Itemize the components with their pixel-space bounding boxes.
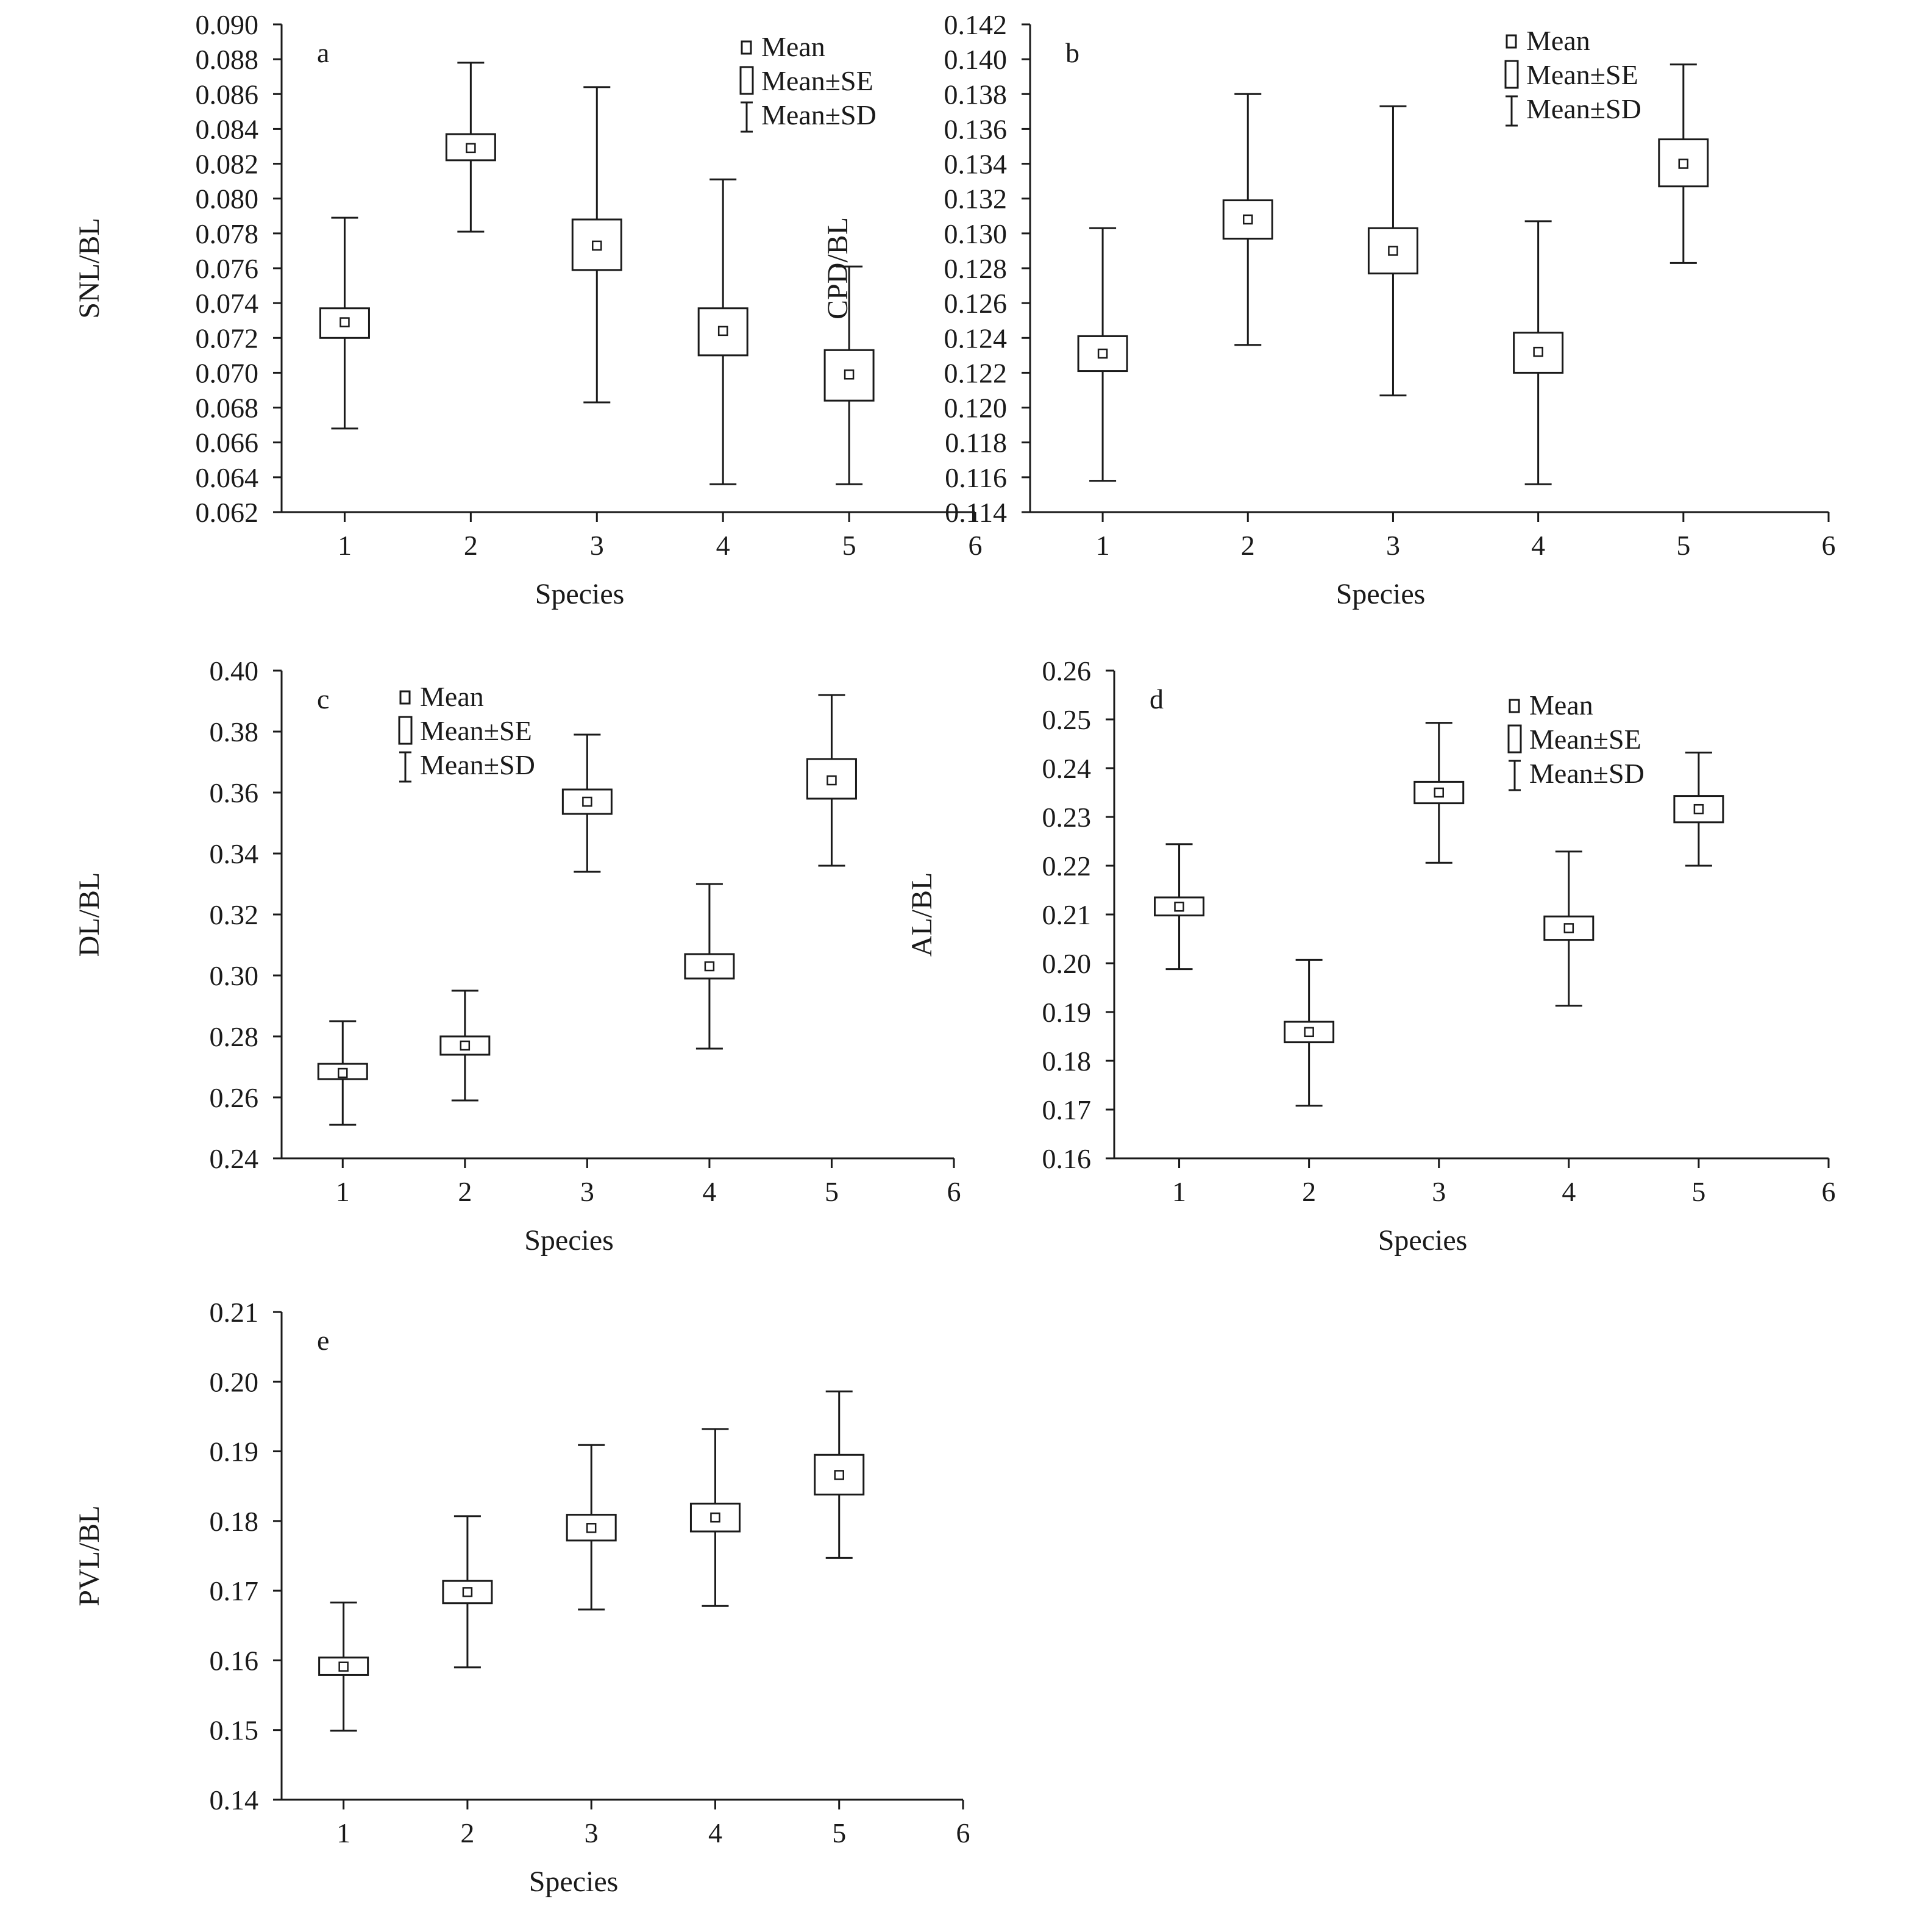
panel-c bbox=[73, 655, 961, 1257]
legend-label: Mean±SD bbox=[1526, 93, 1641, 124]
mean-marker bbox=[827, 776, 836, 785]
y-tick-label: 0.24 bbox=[209, 1143, 258, 1174]
y-tick-label: 0.30 bbox=[209, 960, 258, 991]
y-tick-label: 0.120 bbox=[944, 392, 1007, 424]
y-axis-title: CPD/BL bbox=[822, 216, 854, 320]
x-axis-title: Species bbox=[535, 578, 625, 610]
y-tick-label: 0.16 bbox=[1042, 1143, 1091, 1174]
y-tick-label: 0.068 bbox=[195, 392, 258, 424]
y-tick-label: 0.088 bbox=[195, 44, 258, 76]
species-1-box bbox=[1155, 844, 1204, 969]
legend-label: Mean bbox=[1529, 690, 1593, 721]
y-tick-label: 0.15 bbox=[209, 1714, 258, 1746]
y-tick-label: 0.20 bbox=[1042, 948, 1091, 979]
legend-label: Mean bbox=[420, 681, 484, 712]
x-axis-title: Species bbox=[528, 1866, 619, 1898]
x-tick-label: 1 bbox=[336, 1817, 351, 1848]
mean-marker bbox=[463, 1588, 472, 1596]
x-axis-title: Species bbox=[1335, 578, 1426, 610]
y-tick-label: 0.142 bbox=[944, 9, 1007, 40]
species-3-box bbox=[572, 87, 621, 402]
mean-marker bbox=[1388, 246, 1397, 255]
y-tick-label: 0.134 bbox=[944, 148, 1007, 180]
y-tick-label: 0.136 bbox=[944, 113, 1007, 145]
y-axis-title: AL/BL bbox=[906, 872, 938, 957]
x-tick-label: 4 bbox=[1562, 1176, 1576, 1207]
x-tick-label: 2 bbox=[460, 1817, 475, 1848]
mean-marker bbox=[587, 1524, 596, 1532]
y-tick-label: 0.090 bbox=[195, 9, 258, 40]
species-3-box bbox=[1368, 106, 1417, 395]
x-tick-label: 6 bbox=[1821, 530, 1836, 561]
panel-letter: b bbox=[1065, 37, 1079, 68]
y-tick-label: 0.072 bbox=[195, 323, 258, 354]
x-tick-label: 5 bbox=[832, 1817, 847, 1848]
x-tick-label: 5 bbox=[1676, 530, 1691, 561]
y-tick-label: 0.080 bbox=[195, 183, 258, 215]
mean-marker bbox=[1305, 1028, 1314, 1036]
y-axis-title: PVL/BL bbox=[73, 1505, 105, 1606]
x-tick-label: 4 bbox=[716, 530, 730, 561]
species-3-box bbox=[1415, 723, 1463, 863]
species-5-box bbox=[815, 1391, 864, 1558]
x-tick-label: 6 bbox=[947, 1176, 961, 1207]
y-tick-label: 0.40 bbox=[209, 655, 258, 686]
x-axis-title: Species bbox=[1378, 1224, 1468, 1257]
species-4-box bbox=[691, 1429, 739, 1606]
species-1-box bbox=[320, 218, 369, 429]
y-tick-label: 0.20 bbox=[209, 1366, 258, 1398]
mean-marker bbox=[835, 1470, 844, 1479]
legend-label: Mean bbox=[1526, 25, 1590, 56]
mean-marker bbox=[705, 962, 714, 971]
mean-marker bbox=[1534, 348, 1543, 356]
mean-marker bbox=[711, 1513, 719, 1522]
mean-marker bbox=[1435, 788, 1443, 797]
species-2-box bbox=[441, 991, 489, 1100]
legend-se-symbol bbox=[1506, 61, 1518, 88]
y-tick-label: 0.078 bbox=[195, 218, 258, 249]
y-tick-label: 0.066 bbox=[195, 427, 258, 458]
legend bbox=[1509, 690, 1644, 790]
species-5-box bbox=[807, 695, 856, 866]
mean-marker bbox=[719, 327, 727, 335]
y-tick-label: 0.132 bbox=[944, 183, 1007, 215]
x-tick-label: 6 bbox=[1821, 1176, 1836, 1207]
mean-marker bbox=[340, 318, 349, 327]
y-tick-label: 0.28 bbox=[209, 1021, 258, 1052]
y-tick-label: 0.138 bbox=[944, 79, 1007, 110]
x-tick-label: 3 bbox=[580, 1176, 594, 1207]
species-2-box bbox=[446, 63, 495, 232]
x-tick-label: 2 bbox=[458, 1176, 472, 1207]
y-tick-label: 0.070 bbox=[195, 357, 258, 389]
panel-letter: d bbox=[1150, 683, 1164, 715]
species-4-box bbox=[699, 179, 747, 484]
y-tick-label: 0.32 bbox=[209, 899, 258, 930]
species-1-box bbox=[1078, 228, 1127, 480]
x-tick-label: 4 bbox=[1531, 530, 1546, 561]
mean-marker bbox=[338, 1069, 347, 1077]
species-1-box bbox=[318, 1021, 367, 1125]
y-tick-label: 0.076 bbox=[195, 253, 258, 284]
y-tick-label: 0.26 bbox=[209, 1082, 258, 1113]
x-tick-label: 1 bbox=[1172, 1176, 1187, 1207]
y-tick-label: 0.21 bbox=[1042, 899, 1091, 930]
x-tick-label: 2 bbox=[1302, 1176, 1317, 1207]
y-tick-label: 0.16 bbox=[209, 1645, 258, 1677]
mean-marker bbox=[1565, 924, 1573, 932]
species-2-box bbox=[443, 1516, 492, 1667]
legend-se-symbol bbox=[741, 67, 753, 94]
y-tick-label: 0.36 bbox=[209, 777, 258, 808]
y-axis-title: DL/BL bbox=[73, 872, 105, 957]
species-5-box bbox=[1674, 752, 1723, 866]
y-tick-label: 0.118 bbox=[945, 427, 1007, 458]
legend-label: Mean±SD bbox=[1529, 758, 1644, 789]
legend bbox=[399, 681, 535, 782]
mean-marker bbox=[592, 241, 601, 250]
y-tick-label: 0.24 bbox=[1042, 753, 1091, 784]
legend bbox=[741, 31, 876, 132]
mean-marker bbox=[1098, 349, 1107, 358]
y-tick-label: 0.26 bbox=[1042, 655, 1091, 686]
y-axis-title: SNL/BL bbox=[73, 218, 105, 319]
x-tick-label: 5 bbox=[842, 530, 856, 561]
y-tick-label: 0.19 bbox=[1042, 997, 1091, 1028]
y-tick-label: 0.19 bbox=[209, 1436, 258, 1467]
x-tick-label: 6 bbox=[968, 530, 983, 561]
legend-label: Mean±SE bbox=[1529, 724, 1641, 755]
y-tick-label: 0.126 bbox=[944, 288, 1007, 319]
x-tick-label: 3 bbox=[1432, 1176, 1446, 1207]
y-tick-label: 0.062 bbox=[195, 497, 258, 528]
y-tick-label: 0.064 bbox=[195, 462, 258, 493]
y-tick-label: 0.124 bbox=[944, 323, 1007, 354]
x-axis-title: Species bbox=[524, 1224, 614, 1257]
legend-label: Mean±SE bbox=[761, 65, 873, 96]
x-tick-label: 5 bbox=[824, 1176, 839, 1207]
legend-label: Mean±SD bbox=[420, 749, 535, 780]
y-tick-label: 0.17 bbox=[209, 1575, 258, 1607]
x-tick-label: 4 bbox=[708, 1817, 722, 1848]
panel-letter: a bbox=[317, 37, 330, 68]
y-tick-label: 0.14 bbox=[209, 1784, 258, 1816]
x-tick-label: 3 bbox=[1385, 530, 1400, 561]
y-tick-label: 0.18 bbox=[1042, 1046, 1091, 1077]
mean-marker bbox=[583, 797, 591, 806]
species-1-box bbox=[319, 1603, 368, 1731]
y-tick-label: 0.140 bbox=[944, 44, 1007, 76]
x-tick-label: 2 bbox=[1240, 530, 1255, 561]
y-tick-label: 0.074 bbox=[195, 288, 258, 319]
y-tick-label: 0.082 bbox=[195, 148, 258, 180]
legend-mean-symbol bbox=[1507, 35, 1516, 48]
legend-label: Mean±SE bbox=[420, 715, 532, 746]
y-tick-label: 0.34 bbox=[209, 838, 258, 869]
x-tick-label: 5 bbox=[1691, 1176, 1706, 1207]
y-tick-label: 0.122 bbox=[944, 357, 1007, 389]
legend-label: Mean bbox=[761, 31, 825, 62]
x-tick-label: 2 bbox=[463, 530, 478, 561]
legend-label: Mean±SD bbox=[761, 99, 876, 130]
species-2-box bbox=[1285, 960, 1334, 1105]
panel-d bbox=[906, 655, 1836, 1257]
mean-marker bbox=[1694, 805, 1703, 813]
y-tick-label: 0.38 bbox=[209, 716, 258, 747]
mean-marker bbox=[1679, 160, 1688, 168]
mean-marker bbox=[466, 144, 475, 152]
species-3-box bbox=[563, 735, 611, 872]
species-5-box bbox=[1659, 65, 1708, 263]
y-tick-label: 0.17 bbox=[1042, 1094, 1091, 1125]
y-tick-label: 0.114 bbox=[945, 497, 1007, 528]
legend-mean-symbol bbox=[400, 691, 410, 704]
y-tick-label: 0.086 bbox=[195, 79, 258, 110]
mean-marker bbox=[461, 1041, 469, 1050]
x-tick-label: 1 bbox=[337, 530, 352, 561]
species-3-box bbox=[567, 1445, 616, 1609]
y-tick-label: 0.116 bbox=[945, 462, 1007, 493]
mean-marker bbox=[340, 1663, 348, 1671]
y-tick-label: 0.128 bbox=[944, 253, 1007, 284]
y-tick-label: 0.130 bbox=[944, 218, 1007, 249]
x-tick-label: 6 bbox=[956, 1817, 970, 1848]
y-tick-label: 0.25 bbox=[1042, 704, 1091, 735]
y-tick-label: 0.21 bbox=[209, 1297, 258, 1328]
x-tick-label: 1 bbox=[1095, 530, 1110, 561]
mean-marker bbox=[845, 370, 853, 379]
y-tick-label: 0.084 bbox=[195, 113, 258, 145]
panel-e bbox=[73, 1297, 970, 1898]
y-tick-label: 0.18 bbox=[209, 1505, 258, 1537]
x-tick-label: 3 bbox=[584, 1817, 599, 1848]
legend-label: Mean±SE bbox=[1526, 59, 1638, 90]
x-tick-label: 1 bbox=[335, 1176, 350, 1207]
species-4-box bbox=[1514, 221, 1563, 484]
x-tick-label: 3 bbox=[589, 530, 604, 561]
legend bbox=[1506, 25, 1641, 126]
legend-mean-symbol bbox=[742, 41, 751, 54]
y-tick-label: 0.23 bbox=[1042, 802, 1091, 833]
x-tick-label: 4 bbox=[702, 1176, 717, 1207]
panel-letter: c bbox=[317, 683, 330, 715]
legend-se-symbol bbox=[399, 717, 411, 744]
panel-b bbox=[822, 9, 1836, 610]
legend-se-symbol bbox=[1509, 725, 1521, 752]
species-4-box bbox=[1545, 852, 1593, 1006]
y-tick-label: 0.22 bbox=[1042, 850, 1091, 882]
mean-marker bbox=[1175, 902, 1184, 911]
legend-mean-symbol bbox=[1510, 700, 1519, 712]
species-2-box bbox=[1223, 94, 1272, 344]
panel-letter: e bbox=[317, 1325, 330, 1356]
mean-marker bbox=[1243, 215, 1252, 224]
species-4-box bbox=[685, 884, 734, 1049]
